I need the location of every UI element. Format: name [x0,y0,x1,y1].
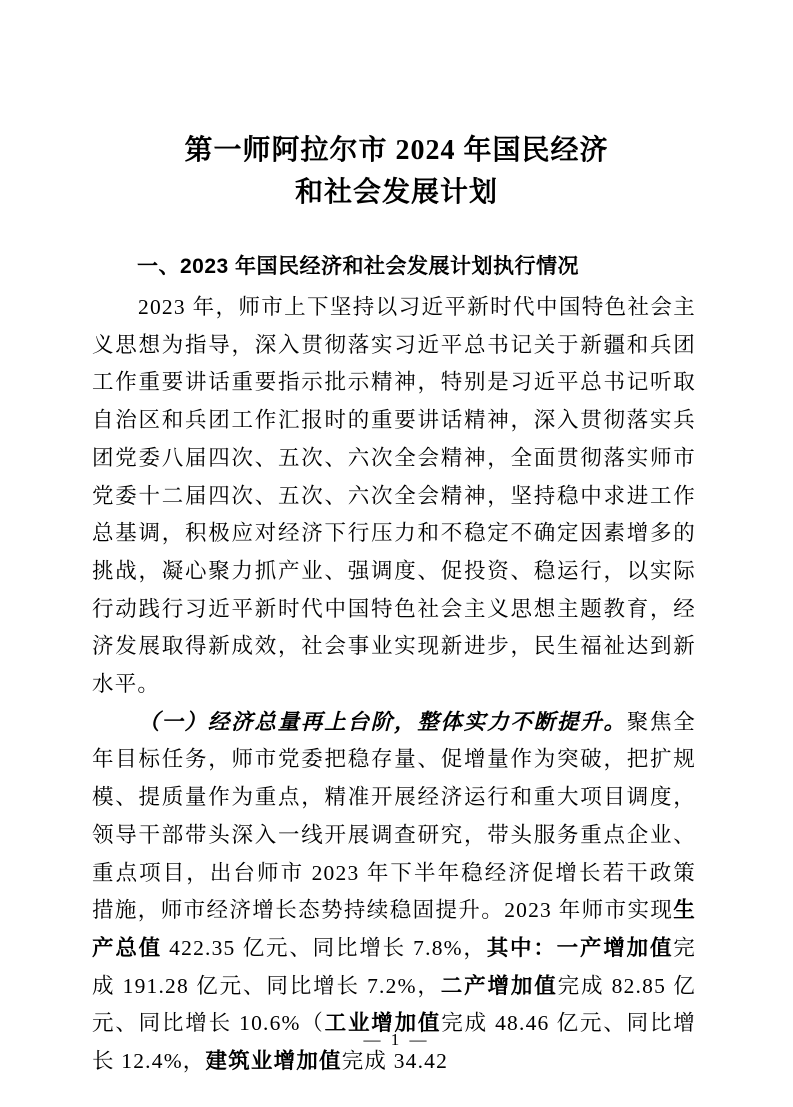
paragraph-2-lead-sentence: （一）经济总量再上台阶，整体实力不断提升。 [138,709,627,734]
paragraph-2 [92,704,696,1081]
term-secondary-industry: 二产增加值 [440,973,558,998]
document-title-line2: 和社会发展计划 [294,177,498,208]
term-gdp: 生产总值 [92,898,696,960]
document-body [92,289,696,1081]
paragraph-2-text: 422.35 亿元、同比增长 7.8%， [161,935,487,960]
page-number: — 1 — [363,1030,430,1049]
term-construction-added-value: 建筑业增加值 [205,1049,342,1074]
paragraph-2-text: 完成 48.46 亿元、同比增长 12.4%， [92,1011,696,1074]
document-title-line1: 第一师阿拉尔市 2024 年国民经济 [184,135,609,166]
paragraph-1: 2023 年，师市上下坚持以习近平新时代中国特色社会主义思想为指导，深入贯彻落实习近平总书记关于新疆和兵团工作重要讲话重要指示批示精神，特别是习近平总书记听取自治区和兵团工作汇报时的重要讲话精神，深入贯彻落实兵团党委八届四次、五次、六次全会精神，全面贯彻落实师市党委十二届四次、五次、六次全会精神，坚持稳中求进工作总基调，积极应对经济下行压力和不稳定不确定因素增多的挑战，凝心聚力抓产业、强调度、促投资、稳运行，以实际行动践行习近平新时代中国特色社会主义思想主题教育，经济发展取得新成效，社会事业实现新进步，民生福祉达到新水平。 [92,295,696,697]
paragraph-2-text: 聚焦全年目标任务，师市党委把稳存量、促增量作为突破，把扩规模、提质量作为重点，精准开展经济运行和重大项目调度，领导干部带头深入一线开展调查研究，带头服务重点企业、重点项目，出台师市 2023 年下半年稳经济促增长若干政策措施，师市经济增长态势持续稳固提升。2023 年师市实现 [92,709,696,923]
paragraph-2-text: 完成 34.42 [341,1049,449,1074]
document-title [60,130,733,214]
section-heading: 一、2023 年国民经济和社会发展计划执行情况 [137,255,580,278]
term-primary-industry: 其中：一产增加值 [486,935,674,960]
paragraph-2-text: 完成 82.85 亿元、同比增长 10.6%（ [92,973,696,1036]
paragraph-2-text: 完成 191.28 亿元、同比增长 7.2%， [92,935,696,998]
term-industrial-added-value: 工业增加值 [324,1011,442,1036]
